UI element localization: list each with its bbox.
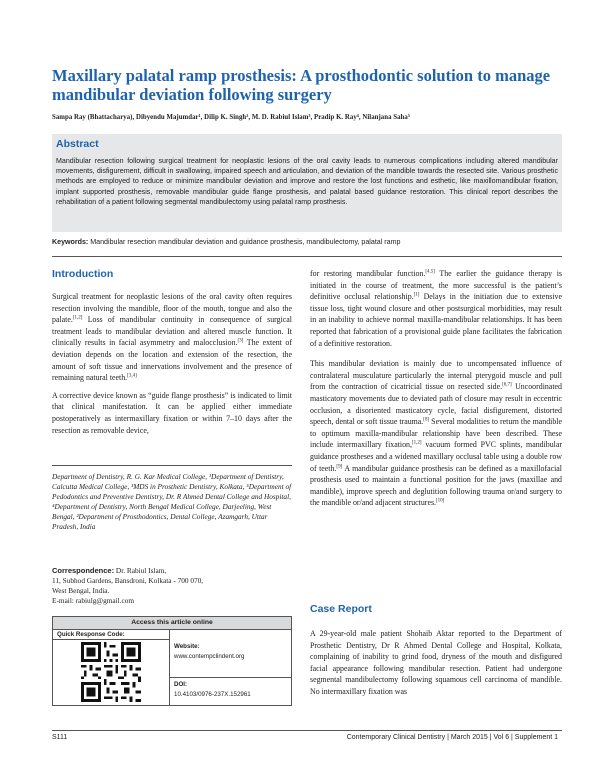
introduction-heading: Introduction	[52, 268, 114, 280]
right-paragraph-1: for restoring mandibular function.[4,5] The earlier the guidance therapy is initiated in the course of treatment, the more successful is the patient’s definitive occlusal relationship.[1] Delays in the initiation due to extensive tissue loss, tight wound closure and other postsurgical morbidities, may result in an inability to achieve normal maxilla-mandibular relationships. It has been reported that fabrication of a provisional guide plane facilitates the fabrication of a definitive restoration.	[310, 269, 563, 348]
intro-paragraph-1: Surgical treatment for neoplastic lesions of the oral cavity often requires resection involving the mandible, floor of the mouth, tongue and also the palate.[1,2] Loss of mandibular continuity in consequence of surgical treatment leads to mandibular deviation and altered muscle function. It clinically results in facial asymmetry and malocclusion.[3] The extent of deviation depends on the location and extension of the resection, the amount of soft tissue and innervations involvement and the presence of remaining natural teeth.[3,4]	[52, 292, 292, 383]
qr-code-icon[interactable]	[81, 642, 141, 702]
keywords-text: Mandibular resection mandibular deviation and guidance prosthesis, mandibulectomy, palatal ramp	[90, 238, 401, 246]
doi-link[interactable]: 10.4103/0976-237X.152961	[174, 691, 251, 698]
qr-code-label: Quick Response Code:	[57, 631, 125, 638]
box-divider	[53, 639, 169, 640]
website-label: Website:	[174, 643, 200, 650]
access-online-header: Access this article online	[53, 617, 291, 630]
abstract-heading: Abstract	[56, 138, 99, 150]
divider	[52, 256, 562, 257]
doi-label: DOI:	[174, 681, 188, 688]
case-report-body	[310, 628, 562, 704]
keywords-label: Keywords:	[52, 238, 89, 246]
case-report-paragraph: A 29-year-old male patient Shohaib Aktar reported to the Department of Prosthetic Dentistry, Dr R Ahmed Dental College and Hospital, Kolkata, complaining of inability to grind food, dryness of the mouth and disfigured facial appearance following mandibular resection. Patient had undergone segmental mandibulectomy following squamous cell carcinoma of mandible. No intermaxillary fixation was	[310, 629, 562, 696]
abstract-box	[52, 134, 562, 232]
correspondence-email[interactable]: E-mail: rabiulg@gmail.com	[52, 596, 135, 606]
box-divider	[169, 629, 170, 705]
affiliation-divider	[52, 465, 292, 466]
correspondence-label: Correspondence:	[52, 566, 115, 575]
footer-divider	[52, 730, 562, 731]
correspondence-name: Dr. Rabiul Islam,	[114, 566, 167, 575]
correspondence-address-1: 11, Subhod Gardens, Bansdroni, Kolkata - 700 070,	[52, 576, 204, 586]
correspondence	[52, 566, 292, 606]
abstract-text: Mandibular resection following surgical treatment for neoplastic lesions of the oral cavity leads to numerous complications including altered mandibular movements, disfigurement, difficult in swallowing, impaired speech and articulation, and deviation of the mandible towards the resected site. Various prosthetic methods are employed to reduce or minimize mandibular deviation and improve and restore the lost functions and esthetic, like maxillomandibular fixation, implant supported prosthesis, removable mandibular guide flange prosthesis, and palatal based guidance restoration. This clinical report describes the rehabilitation of a patient following segmental mandibulectomy using palatal ramp prosthesis.	[56, 157, 558, 206]
access-online-box	[52, 616, 292, 706]
website-link[interactable]: www.contempclindent.org	[174, 653, 245, 660]
intro-paragraph-2: A corrective device known as “guide flange prosthesis” is indicated to limit that clinical manifestation. It can be applied either immediate postoperatively as intermaxillary fixation or within 7–10 days after the resection as removable device,	[52, 390, 292, 435]
keywords	[52, 238, 562, 247]
correspondence-address-2: West Bengal, India.	[52, 586, 110, 596]
case-report-heading: Case Report	[310, 603, 372, 615]
right-paragraph-2: This mandibular deviation is mainly due to uncompensated influence of contralateral musculature particularly the internal pterygoid muscle and pull from the contraction of cicatricial tissue on resected side.[6,7] Uncoordinated masticatory movements due to deviated path of closure may result in eccentric occlusion, a disoriented masticatory cycle, facial disfigurement, distorted speech, dental or soft tissue trauma.[8] Several modalities to return the mandible to optimum maxilla-mandibular relationship have been described. These include intermaxillary fixation,[1,2] vacuum formed PVC splints, mandibular guidance prostheses and a widened maxillary occlusal table using a double row of teeth.[9] A mandibular guidance prosthesis can be defined as a maxillofacial prosthesis used to maintain a functional position for the jaws (maxillae and mandible), improve speech and deglutition following trauma or/and surgery to the mandible or/and adjacent structures.[10]	[310, 359, 562, 508]
introduction-body	[52, 291, 292, 442]
page-number: S111	[52, 734, 68, 741]
author-list: Sampa Ray (Bhattacharya), Dibyendu Majumdar¹, Dilip K. Singh², M. D. Rabiul Islam³, Pradip K. Ray⁴, Nilanjana Saha⁵	[52, 114, 410, 121]
right-column-body	[310, 268, 562, 515]
journal-citation: Contemporary Clinical Dentistry | March 2015 | Vol 6 | Supplement 1	[346, 734, 558, 741]
article-title: Maxillary palatal ramp prosthesis: A prosthodontic solution to manage mandibular deviation following surgery	[52, 66, 551, 104]
box-divider	[169, 677, 291, 678]
affiliations: Department of Dentistry, R. G. Kar Medical College, ¹Department of Dentistry, Calcutta Medical College, ³MDS in Prosthetic Dentistry, Kolkata, ⁵Department of Pedodontics and Preventive Dentistry, Dr. R Ahmed Dental College and Hospital, ⁴Department of Dentistry, North Bengal Medical College, Darjeeling, West Bengal, ²Department of Prosthodontics, Dental College, Azamgarh, Uttar Pradesh, India	[52, 472, 292, 532]
